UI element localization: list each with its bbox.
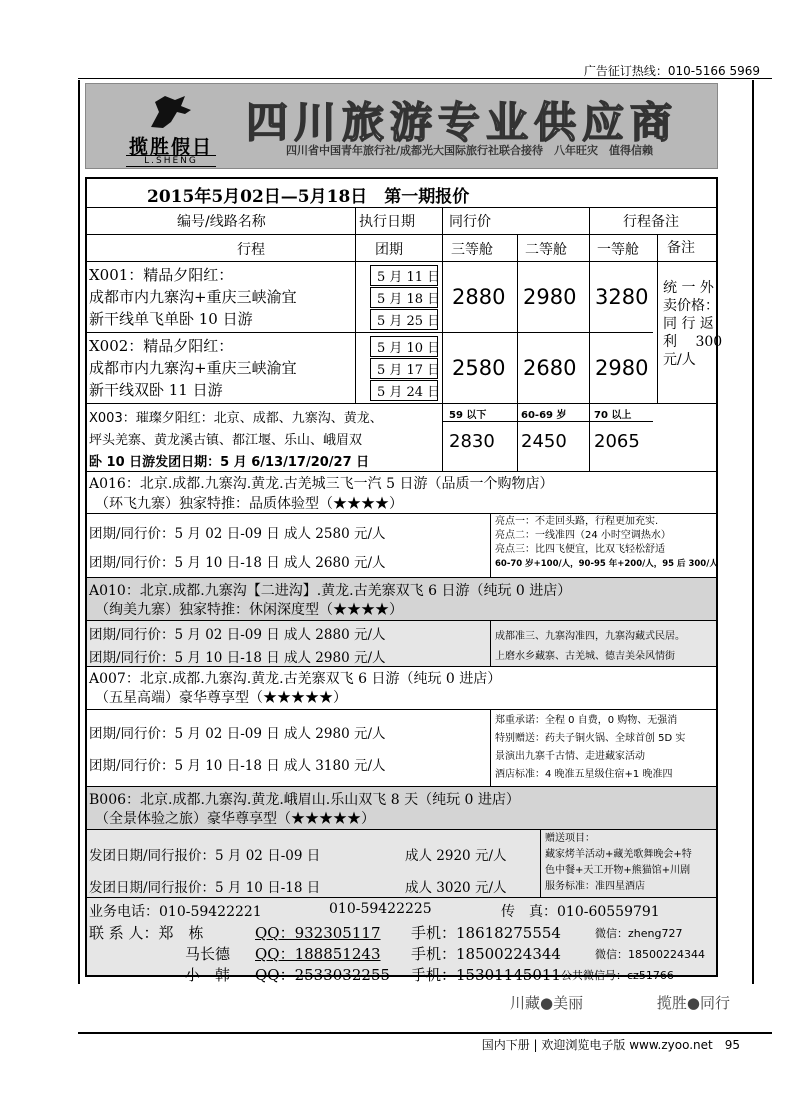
x003-age1: 59 以下 [449,410,487,421]
x001-line2: 成都市内九寨沟+重庆三峡渝宜 [89,288,297,306]
page-footer: 国内下册 | 欢迎浏览电子版 www.zyoo.net 95 [481,1038,740,1052]
x001-date2: 5 月 18 日 [370,287,438,308]
contact-tel2: 010-59422225 [329,901,432,917]
b006-title1: B006：北京.成都.九寨沟.黄龙.峨眉山.乐山双飞 8 天（纯玩 0 进店） [89,792,520,808]
contact1-name: 联 系 人：郑 栋 [89,924,204,942]
x001-line1: X001：精品夕阳红： [89,266,234,284]
contact2-qq: QQ：188851243 [255,945,381,963]
top-rule [78,78,772,79]
x001-line3: 新干线单飞单卧 10 日游 [89,310,253,328]
contact1-wechat: 微信：zheng727 [595,927,683,940]
table-heading: 2015年5月02日—5月18日 第一期报价 [147,187,470,207]
a010-title2: （绚美九寨）独家特推：休闲深度型（★★★★） [95,602,403,618]
x003-price-class1: 2065 [594,431,640,452]
a016-row2: 团期/同行价：5 月 10 日-18 日 成人 2680 元/人 [89,555,386,571]
contact2-wechat: 微信：18500224344 [595,948,705,961]
a016-notes: 亮点一：不走回头路，行程更加充实. 亮点二：一线准四（24 小时空调热水） 亮点三：比四飞便宜，比双飞轻松舒适 60-70 岁+100/人，90-95 年+200/人，95 后 300/人 [495,516,718,569]
x003-line3: 卧 10 日游发团日期：5 月 6/13/17/20/27 日 [89,455,370,470]
header-class2: 二等舱 [525,242,567,258]
header-group: 团期 [375,242,403,258]
logo-name: 揽胜假日 [128,136,213,158]
x002-date3: 5 月 24 日 [370,380,438,401]
contact-fax: 传 真：010-60559791 [501,904,660,920]
advert-hotline: 广告征订热线：010-5166 5969 [583,64,760,78]
x001-date3: 5 月 25 日 [370,309,438,330]
a010-row1: 团期/同行价：5 月 02 日-09 日 成人 2880 元/人 [89,627,386,643]
logo-sub: L.SHENG [126,155,216,167]
x002-date2: 5 月 17 日 [370,358,438,379]
a010-title1: A010：北京.成都.九寨沟【二进沟】.黄龙.古羌寨双飞 6 日游（纯玩 0 进店） [89,583,572,599]
contact3-name: 小 韩 [185,966,231,984]
b006-row1-price: 成人 2920 元/人 [405,848,507,864]
header-class1: 一等舱 [597,242,639,258]
price-table [85,177,723,984]
footer-slogan-left: 川藏●美丽 [510,994,584,1012]
x002-price-class1: 2980 [595,356,649,380]
banner-title: 四川旅游专业供应商 [246,98,679,147]
x001-price-class3: 2880 [452,285,506,309]
header-class3: 三等舱 [451,242,493,258]
b006-row1: 发团日期/同行报价：5 月 02 日-09 日 [89,848,321,864]
a010-notes: 成都准三、九寨沟准四，九寨沟藏式民居。 上磨水乡藏寨、古羌城、德吉美朵风情街 [495,631,685,662]
a016-row1: 团期/同行价：5 月 02 日-09 日 成人 2580 元/人 [89,526,386,542]
header-peer: 同行价 [449,214,491,230]
x003-line1: X003：璀璨夕阳红：北京、成都、九寨沟、黄龙、 [89,411,383,426]
contact3-phone: 手机：15301145011 [411,966,561,984]
a007-row2: 团期/同行价：5 月 10 日-18 日 成人 3180 元/人 [89,758,386,774]
contact1-phone: 手机：18618275554 [411,924,561,942]
x002-price-class3: 2580 [452,356,506,380]
header-note: 备注 [667,240,695,256]
x003-price-class3: 2830 [449,431,495,452]
x002-date1: 5 月 10 日 [370,336,438,357]
a007-title2: （五星高端）豪华尊享型（★★★★★） [95,690,347,706]
x002-price-class2: 2680 [523,356,577,380]
x003-age2: 60-69 岁 [521,410,567,421]
contact3-wechat: 公共微信号：cz51766 [561,969,674,982]
a016-title1: A016：北京.成都.九寨沟.黄龙.古羌城三飞一汽 5 日游（品质一个购物店） [89,476,554,492]
x002-line3: 新干线双卧 11 日游 [89,381,223,399]
x001-price-class2: 2980 [523,285,577,309]
header-code: 编号/线路名称 [177,214,266,230]
horse-icon [141,92,201,132]
a007-row1: 团期/同行价：5 月 02 日-09 日 成人 2980 元/人 [89,726,386,742]
b006-row2-price: 成人 3020 元/人 [405,880,507,896]
x001-date1: 5 月 11 日 [370,265,438,286]
bottom-rule [78,1032,772,1034]
contact2-phone: 手机：18500224344 [411,945,561,963]
contact1-qq: QQ：932305117 [255,924,381,942]
a007-notes: 郑重承诺：全程 0 自费，0 购物、无强消 特别赠送：药夫子铜火锅、全球首创 5D 实 景演出九寨千古情、走进藏家活动 酒店标准：4 晚准五星级住宿+1 晚准四 [495,715,686,780]
x003-age3: 70 以上 [594,410,632,421]
header-route: 行程 [237,242,265,258]
footer-slogan-right: 揽胜●同行 [656,994,730,1012]
a007-title1: A007：北京.成都.九寨沟.黄龙.古羌寨双飞 6 日游（纯玩 0 进店） [89,671,502,687]
x003-price-class2: 2450 [521,431,567,452]
contact-tel: 业务电话：010-59422221 [89,904,262,920]
header-date: 执行日期 [359,214,415,230]
a010-row2: 团期/同行价：5 月 10 日-18 日 成人 2980 元/人 [89,650,386,666]
x003-line2: 坪头羌寨、黄龙溪古镇、都江堰、乐山、峨眉双 [89,433,363,448]
x002-line2: 成都市内九寨沟+重庆三峡渝宜 [89,359,297,377]
note-text: 统 一 外 卖价格： 同 行 返 利 300 元/人 [663,280,723,368]
header-remark: 行程备注 [623,214,679,230]
b006-row2: 发团日期/同行报价：5 月 10 日-18 日 [89,880,321,896]
x001-price-class1: 3280 [595,285,649,309]
a016-title2: （环飞九寨）独家特推：品质体验型（★★★★） [95,496,403,512]
b006-title2: （全景体验之旅）豪华尊享型（★★★★★） [95,811,375,827]
banner-subtitle: 四川省中国青年旅行社/成都光大国际旅行社联合接待 八年旺灾 值得信赖 [286,144,654,157]
b006-notes: 赠送项目： 藏家烤羊活动+藏羌歌舞晚会+特 色中餐+天工开物+熊猫馆+川剧 服务标准：准四星酒店 [545,833,692,892]
x002-line1: X002：精品夕阳红： [89,337,234,355]
contact3-qq: QQ：2533032255 [255,966,391,984]
contact2-name: 马长德 [185,945,231,963]
banner [85,83,718,169]
logo [106,92,236,164]
